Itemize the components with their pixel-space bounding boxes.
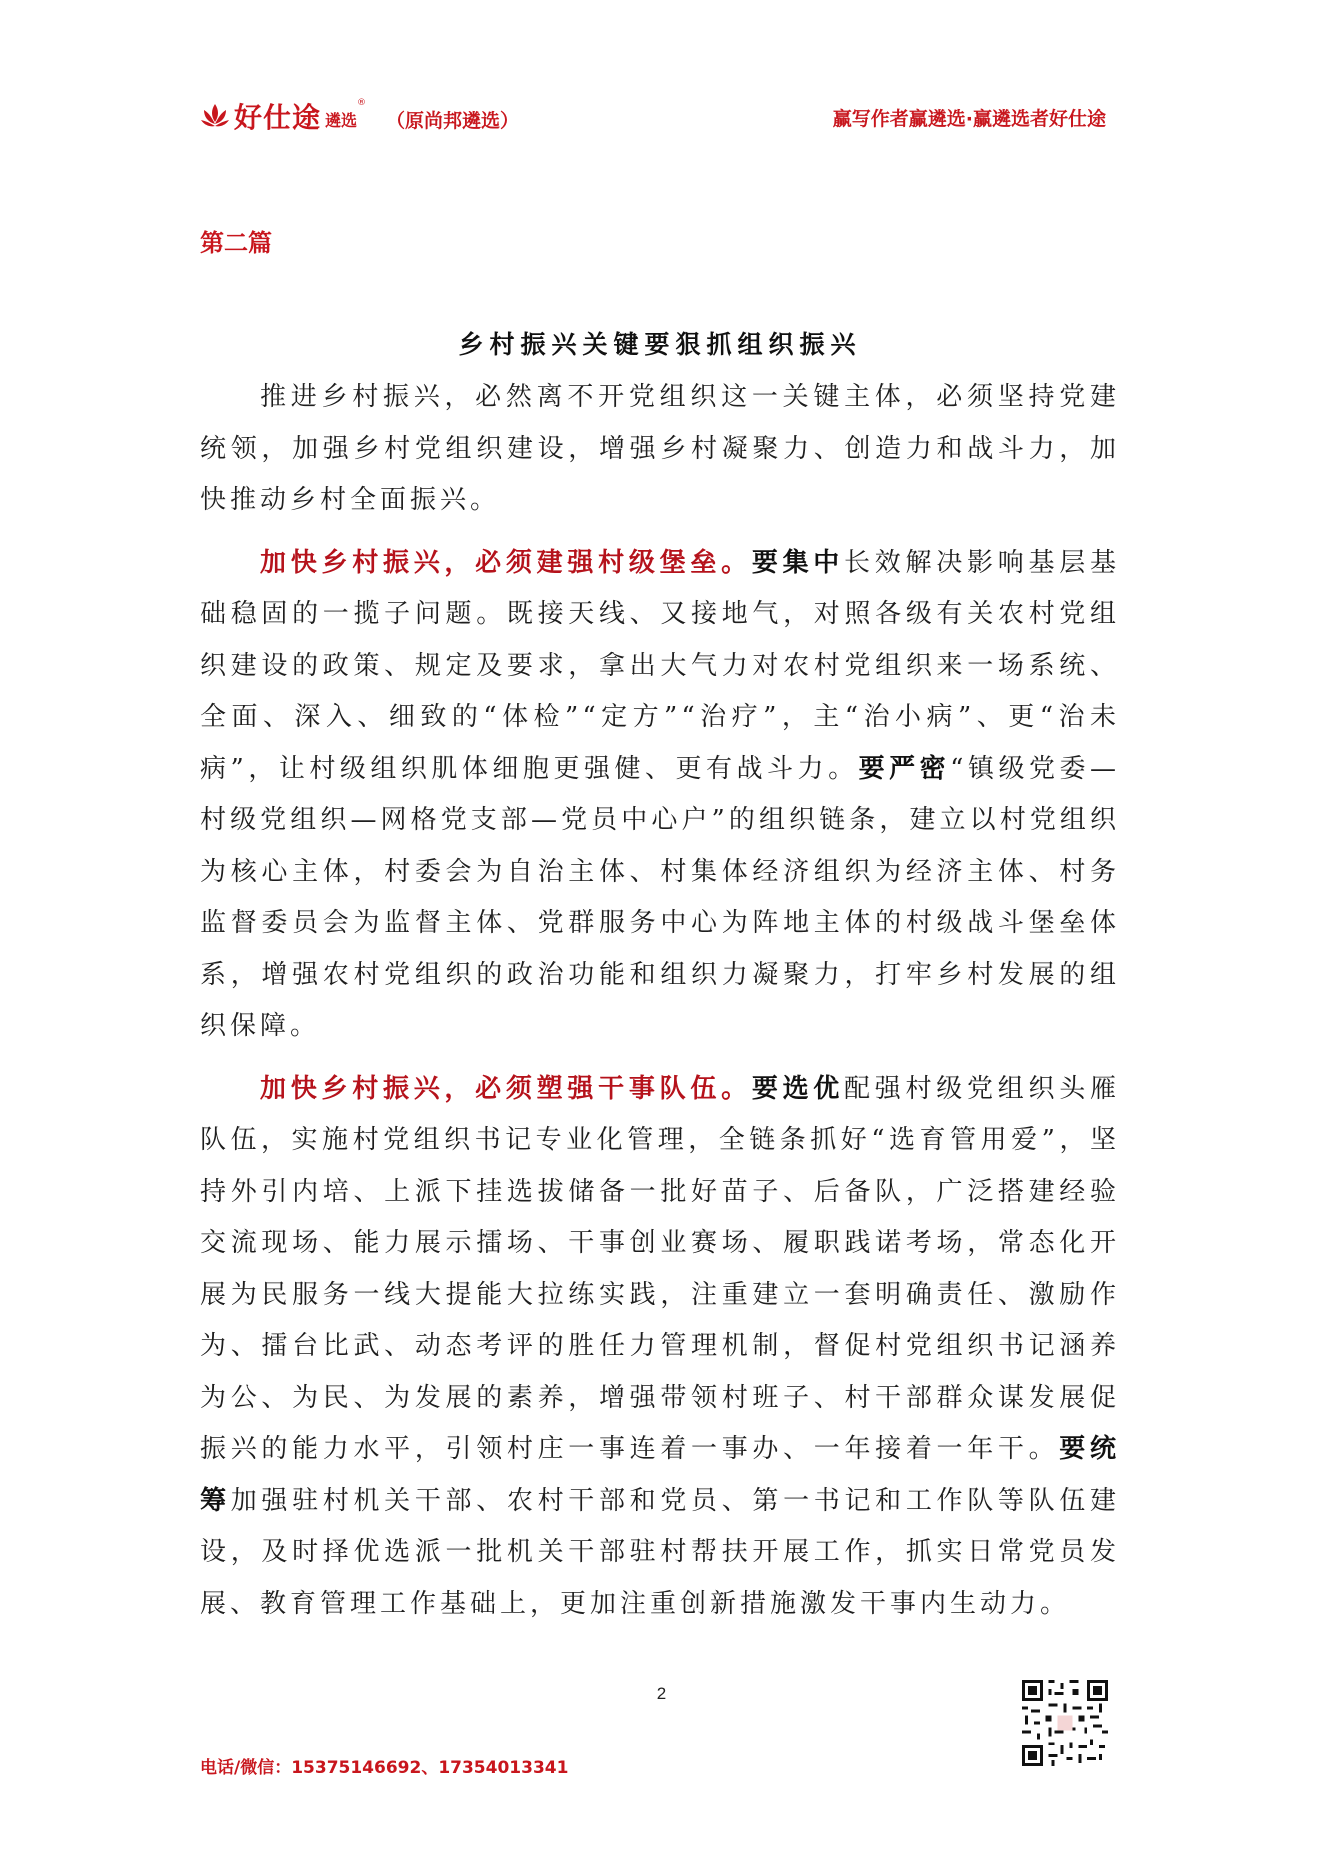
brand-name: 好仕途 [234, 101, 322, 134]
paragraph-text: 加强驻村机关干部、农村干部和党员、第一书记和工作队等队伍建设，及时择优选派一批机关干部驻村帮扶开展工作，抓实日常党员发展、教育管理工作基础上，更加注重创新措施激发干事内生动力。 [200, 1485, 1120, 1619]
article-title: 乡村振兴关键要狠抓组织振兴 [458, 330, 862, 359]
lead-phrase: 要集中 [751, 547, 845, 578]
paragraph-text: 配强村级党组织头雁队伍，实施村党组织书记专业化管理，全链条抓好“选育管用爱”，坚持外引内培、上派下挂选拔储备一批好苗子、后备队，广泛搭建经验交流现场、能力展示擂场、干事创业赛场、履职践诺考场，常态化开展为民服务一线大提能大拉练实践，注重建立一套明确责任、激励作为、擂台比武、动态考评的胜任力管理机制，督促村党组织书记涵养为公、为民、为发展的素养，增强带领村班子、村干部群众谋发展促振兴的能力水平，引领村庄一事连着一事办、一年接着一年干。 [200, 1073, 1120, 1464]
paragraph-fortress [200, 538, 1120, 1053]
lead-phrase: 要选优 [751, 1073, 845, 1104]
contact-info: 电话/微信：15375146692、17354013341 [200, 1758, 569, 1778]
paragraph-intro: 推进乡村振兴，必然离不开党组织这一关键主体，必须坚持党建统领，加强乡村党组织建设，增强乡村凝聚力、创造力和战斗力，加快推动乡村全面振兴。 [200, 382, 1120, 515]
lotus-logo-icon [200, 102, 230, 130]
brand-note: （原尚邦遴选） [386, 109, 520, 132]
brand-logo [200, 96, 519, 136]
registered-mark: ® [357, 98, 367, 108]
paragraph-team [200, 1064, 1120, 1631]
page-header [200, 96, 1120, 136]
section-label: 第二篇 [200, 229, 272, 257]
paragraph-text: 长效解决影响基层基础稳固的一揽子问题。既接天线、又接地气，对照各级有关农村党组织建设的政策、规定及要求，拿出大气力对农村党组织来一场系统、全面、深入、细致的“体检”“定方”“治疗”，主“治小病”、更“治未病”，让村级组织肌体细胞更强健、更有战斗力。 [200, 547, 1120, 784]
header-slogan: 赢写作者赢遴选·赢遴选者好仕途 [832, 108, 1106, 130]
lead-phrase: 要严密 [858, 753, 951, 784]
paragraph-heading: 加快乡村振兴，必须塑强干事队伍。 [260, 1073, 752, 1104]
paragraph-text: “镇级党委—村级党组织—网格党支部—党员中心户”的组织链条，建立以村党组织为核心主体，村委会为自治主体、村集体经济组织为经济主体、村务监督委员会为监督主体、党群服务中心为阵地主体的村级战斗堡垒体系，增强农村党组织的政治功能和组织力凝聚力，打牢乡村发展的组织保障。 [200, 753, 1120, 1041]
article-body [200, 372, 1120, 1641]
brand-sub: 遴选 [325, 110, 358, 130]
page-number: 2 [656, 1684, 667, 1703]
lead-phrase: 要统筹 [200, 1434, 1120, 1516]
paragraph-heading: 加快乡村振兴，必须建强村级堡垒。 [260, 547, 752, 578]
qr-code-icon [1022, 1680, 1108, 1766]
